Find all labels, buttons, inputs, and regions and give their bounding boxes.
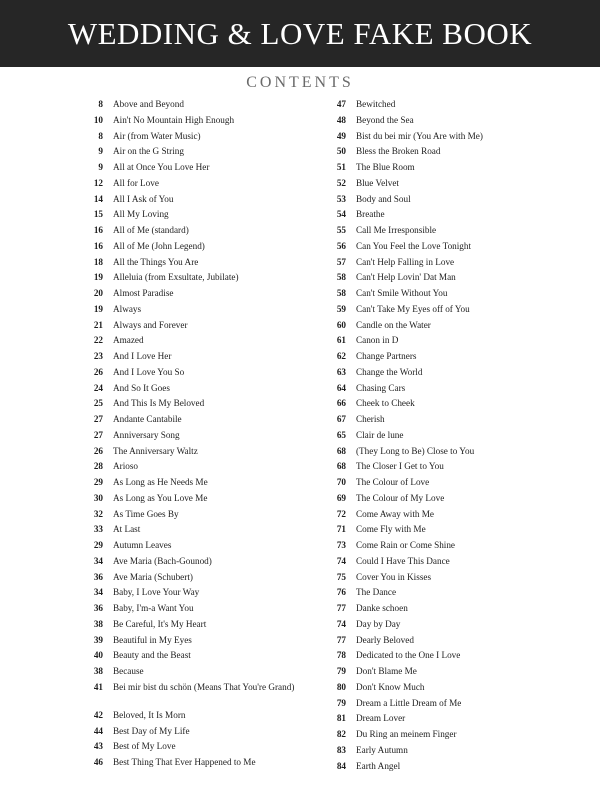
page-number: 26 <box>93 445 103 456</box>
page-number: 34 <box>93 555 103 566</box>
contents-entry[interactable] <box>328 397 588 413</box>
song-title: Dedicated to the One I Love <box>356 650 461 661</box>
song-title: Dearly Beloved <box>356 634 414 645</box>
song-title: Breathe <box>356 209 385 220</box>
song-title: The Colour of My Love <box>356 492 445 503</box>
song-title: Bless the Broken Road <box>356 146 441 157</box>
page-number: 52 <box>336 177 346 188</box>
contents-entry[interactable] <box>85 602 325 618</box>
contents-entry[interactable] <box>328 697 588 713</box>
page-number: 74 <box>336 618 346 629</box>
page-number: 65 <box>336 429 346 440</box>
song-title: Because <box>113 666 144 676</box>
page-number: 83 <box>336 744 346 755</box>
song-title: The Blue Room <box>356 162 415 172</box>
page-number: 25 <box>93 398 103 409</box>
song-title: And This Is My Beloved <box>113 398 205 409</box>
page-number: 16 <box>93 225 103 235</box>
contents-entry[interactable] <box>328 98 588 114</box>
contents-entry[interactable] <box>85 476 325 492</box>
contents-entry[interactable] <box>85 240 325 256</box>
page-number: 24 <box>93 382 103 393</box>
song-title: Danke schoen <box>356 603 408 613</box>
page-number: 72 <box>336 508 346 519</box>
song-title: Come Fly with Me <box>356 524 426 535</box>
page-number: 38 <box>93 618 103 629</box>
page-number: 12 <box>93 177 103 188</box>
contents-entry[interactable] <box>85 508 325 524</box>
contents-entry[interactable] <box>328 586 588 602</box>
contents-entry[interactable] <box>85 271 325 287</box>
song-title: Beautiful in My Eyes <box>113 634 192 645</box>
song-title: Baby, I Love Your Way <box>113 587 200 598</box>
song-title: Beyond the Sea <box>356 114 414 125</box>
contents-left-column <box>85 98 325 772</box>
page-number: 9 <box>98 146 103 157</box>
contents-entry[interactable] <box>85 709 325 725</box>
page-number: 47 <box>336 99 346 109</box>
song-title: Dream Lover <box>356 713 406 724</box>
contents-entry[interactable] <box>85 114 325 130</box>
page-number: 16 <box>93 240 103 251</box>
contents-entry[interactable] <box>328 618 588 634</box>
song-title: Could I Have This Dance <box>356 555 450 566</box>
page-number: 64 <box>336 382 346 393</box>
song-title: Don't Know Much <box>356 681 425 692</box>
page-number: 27 <box>93 429 103 440</box>
page-number: 71 <box>336 524 346 535</box>
page-number: 33 <box>93 524 103 535</box>
song-title: And I Love Her <box>113 351 172 361</box>
page-number: 53 <box>336 193 346 204</box>
page-number: 48 <box>336 114 346 125</box>
contents-entry[interactable] <box>328 523 588 539</box>
song-title: Can't Smile Without You <box>356 288 448 298</box>
contents-entry[interactable] <box>328 539 588 555</box>
song-title: And So It Goes <box>113 382 170 393</box>
book-title: WEDDING & LOVE FAKE BOOK <box>67 15 533 51</box>
contents-entry[interactable] <box>85 539 325 555</box>
page-number: 41 <box>93 681 103 692</box>
contents-entry[interactable] <box>328 460 588 476</box>
song-title: Day by Day <box>356 618 401 629</box>
contents-entry[interactable] <box>328 130 588 146</box>
song-title: Canon in D <box>356 335 399 346</box>
song-title: As Time Goes By <box>113 508 179 519</box>
contents-entry[interactable] <box>328 224 588 240</box>
song-title: Can't Help Lovin' Dat Man <box>356 272 456 283</box>
page-number: 46 <box>93 757 103 767</box>
contents-entry[interactable] <box>328 208 588 224</box>
page-number: 63 <box>336 366 346 377</box>
contents-entry[interactable] <box>85 523 325 539</box>
song-title: Arioso <box>113 461 139 472</box>
song-title: Autumn Leaves <box>113 540 172 550</box>
page-number: 50 <box>336 146 346 157</box>
contents-entry[interactable] <box>85 571 325 587</box>
song-title: All My Loving <box>113 209 169 220</box>
page-number: 67 <box>336 414 346 424</box>
contents-entry[interactable] <box>328 350 588 366</box>
contents-entry[interactable] <box>85 366 325 382</box>
contents-entry[interactable] <box>328 555 588 571</box>
contents-entry[interactable] <box>85 740 325 756</box>
song-title: Du Ring an meinem Finger <box>356 729 457 739</box>
contents-entry[interactable] <box>85 413 325 429</box>
page-number: 55 <box>336 225 346 235</box>
song-title: Earth Angel <box>356 760 401 771</box>
song-title: Candle on the Water <box>356 319 431 330</box>
song-title: Best Day of My Life <box>113 725 190 736</box>
song-title: Don't Blame Me <box>356 666 417 676</box>
song-title: Always <box>113 303 142 314</box>
contents-entry[interactable] <box>85 161 325 177</box>
song-title: Cheek to Cheek <box>356 398 415 409</box>
page-number: 42 <box>93 709 103 720</box>
page-number: 56 <box>336 240 346 251</box>
song-title: The Colour of Love <box>356 477 430 487</box>
page-number: 43 <box>93 741 103 752</box>
page-number: 66 <box>336 398 346 409</box>
page-number: 39 <box>93 634 103 645</box>
song-title: The Anniversary Waltz <box>113 445 198 456</box>
page-number: 51 <box>336 162 346 172</box>
page-number: 73 <box>336 540 346 550</box>
page-number: 26 <box>93 366 103 377</box>
page-number: 84 <box>336 760 346 771</box>
song-title: Change the World <box>356 366 423 377</box>
song-title: Chasing Cars <box>356 382 406 393</box>
page-number: 80 <box>336 681 346 692</box>
song-title: Change Partners <box>356 351 417 361</box>
song-title: Can You Feel the Love Tonight <box>356 240 472 251</box>
page-number: 29 <box>93 540 103 550</box>
contents-entry[interactable] <box>85 382 325 398</box>
song-title: (They Long to Be) Close to You <box>356 445 475 456</box>
contents-entry[interactable] <box>85 130 325 146</box>
contents-entry[interactable] <box>85 460 325 476</box>
contents-entry[interactable] <box>328 492 588 508</box>
page-number: 27 <box>93 414 103 424</box>
song-title: Amazed <box>113 335 144 346</box>
contents-entry[interactable] <box>328 744 588 760</box>
song-title: Baby, I'm-a Want You <box>113 603 194 613</box>
page-number: 30 <box>93 492 103 503</box>
contents-entry[interactable] <box>328 161 588 177</box>
contents-entry[interactable] <box>328 712 588 728</box>
song-title: Best Thing That Ever Happened to Me <box>113 757 256 767</box>
contents-entry[interactable] <box>328 303 588 319</box>
contents-entry[interactable] <box>85 145 325 161</box>
song-title: And I Love You So <box>113 366 185 377</box>
song-title: As Long as You Love Me <box>113 492 208 503</box>
song-title: Can't Take My Eyes off of You <box>356 303 470 314</box>
page-number: 49 <box>336 130 346 141</box>
song-title: Alleluia (from Exsultate, Jubilate) <box>113 272 239 283</box>
song-title: Always and Forever <box>113 319 188 330</box>
contents-entry[interactable] <box>85 492 325 508</box>
song-title: Cherish <box>356 414 385 424</box>
page-number: 28 <box>93 461 103 472</box>
page-number: 19 <box>93 272 103 283</box>
contents-entry[interactable] <box>328 760 588 776</box>
contents-entry[interactable] <box>85 256 325 272</box>
page-number: 68 <box>336 445 346 456</box>
page-number: 8 <box>98 130 103 141</box>
contents-entry[interactable] <box>328 571 588 587</box>
contents-entry[interactable] <box>85 224 325 240</box>
page-number: 40 <box>93 650 103 661</box>
contents-entry[interactable] <box>328 665 588 681</box>
contents-entry[interactable] <box>85 208 325 224</box>
page-number: 32 <box>93 508 103 519</box>
song-title: Call Me Irresponsible <box>356 225 437 235</box>
page-number: 8 <box>98 99 103 109</box>
song-title: Almost Paradise <box>113 288 174 298</box>
page-number: 60 <box>336 319 346 330</box>
page-number: 44 <box>93 725 103 736</box>
contents-entry[interactable] <box>328 145 588 161</box>
contents-entry[interactable] <box>85 665 325 681</box>
contents-entry[interactable] <box>328 287 588 303</box>
contents-right-column <box>328 98 588 775</box>
contents-entry[interactable] <box>85 618 325 634</box>
contents-entry[interactable] <box>328 366 588 382</box>
song-title: Anniversary Song <box>113 429 180 440</box>
song-title: All the Things You Are <box>113 256 199 267</box>
contents-entry[interactable] <box>328 319 588 335</box>
page-number: 82 <box>336 729 346 739</box>
song-title: All of Me (standard) <box>113 225 189 235</box>
song-title: All I Ask of You <box>113 193 174 204</box>
page-number: 34 <box>93 587 103 598</box>
contents-entry[interactable] <box>328 445 588 461</box>
page-number: 69 <box>336 492 346 503</box>
contents-entry[interactable] <box>85 193 325 209</box>
contents-entry[interactable] <box>85 756 325 772</box>
page-number: 77 <box>336 634 346 645</box>
song-title: All of Me (John Legend) <box>113 240 205 251</box>
song-title: Air (from Water Music) <box>113 130 201 141</box>
song-title: Bei mir bist du schön (Means That You're Grand) <box>113 681 295 692</box>
song-title: Andante Cantabile <box>113 414 182 424</box>
contents-entry[interactable] <box>85 445 325 461</box>
page-number: 58 <box>336 288 346 298</box>
page-number: 59 <box>336 303 346 314</box>
page-number: 79 <box>336 666 346 676</box>
song-title: Ain't No Mountain High Enough <box>113 114 235 125</box>
book-title-banner <box>0 0 600 67</box>
page-number: 76 <box>336 587 346 598</box>
page-number: 23 <box>93 351 103 361</box>
contents-entry[interactable] <box>85 319 325 335</box>
page-number: 38 <box>93 666 103 676</box>
song-title: All at Once You Love Her <box>113 162 210 172</box>
song-title: Early Autumn <box>356 744 408 755</box>
song-title: As Long as He Needs Me <box>113 477 208 487</box>
song-title: Come Rain or Come Shine <box>356 540 456 550</box>
page-number: 81 <box>336 713 346 724</box>
song-title: Come Away with Me <box>356 508 435 519</box>
song-title: Beloved, It Is Morn <box>113 709 186 720</box>
contents-entry[interactable] <box>85 303 325 319</box>
song-title: The Dance <box>356 587 397 598</box>
page-number: 18 <box>93 256 103 267</box>
contents-entry[interactable] <box>328 728 588 744</box>
page-number: 77 <box>336 603 346 613</box>
page-number: 9 <box>98 162 103 172</box>
contents-entry[interactable] <box>85 287 325 303</box>
page-number: 74 <box>336 555 346 566</box>
contents-entry[interactable] <box>328 649 588 665</box>
song-title: Dream a Little Dream of Me <box>356 697 462 708</box>
contents-heading: CONTENTS <box>246 74 354 91</box>
song-title: Cover You in Kisses <box>356 571 432 582</box>
contents-entry[interactable] <box>328 114 588 130</box>
contents-entry[interactable] <box>328 256 588 272</box>
contents-entry[interactable] <box>328 476 588 492</box>
contents-entry[interactable] <box>85 397 325 413</box>
page-number: 29 <box>93 477 103 487</box>
page-number: 78 <box>336 650 346 661</box>
song-title: Can't Help Falling in Love <box>356 256 455 267</box>
page-number: 19 <box>93 303 103 314</box>
song-title: Ave Maria (Schubert) <box>113 571 193 582</box>
page-number: 58 <box>336 272 346 283</box>
contents-entry[interactable] <box>328 508 588 524</box>
contents-entry[interactable] <box>328 193 588 209</box>
song-title: Bewitched <box>356 99 396 109</box>
page-number: 57 <box>336 256 346 267</box>
song-title: Beauty and the Beast <box>113 650 191 661</box>
contents-entry[interactable] <box>85 725 325 741</box>
contents-entry[interactable] <box>328 382 588 398</box>
contents-entry[interactable] <box>328 634 588 650</box>
song-title: Be Careful, It's My Heart <box>113 618 207 629</box>
contents-entry[interactable] <box>85 177 325 193</box>
page-number: 54 <box>336 209 346 220</box>
contents-entry[interactable] <box>328 429 588 445</box>
contents-entry[interactable] <box>328 681 588 697</box>
page-number: 61 <box>336 335 346 346</box>
contents-entry[interactable] <box>85 649 325 665</box>
page-number: 75 <box>336 571 346 582</box>
page-number: 10 <box>93 114 103 125</box>
contents-entry[interactable] <box>85 555 325 571</box>
page-number: 14 <box>93 193 103 204</box>
contents-entry[interactable] <box>85 634 325 650</box>
contents-entry[interactable] <box>328 334 588 350</box>
contents-entry[interactable] <box>328 240 588 256</box>
song-title: Above and Beyond <box>113 99 184 109</box>
page-number: 79 <box>336 697 346 708</box>
page-number: 36 <box>93 603 103 613</box>
contents-entry[interactable] <box>328 413 588 429</box>
contents-entry[interactable] <box>85 586 325 602</box>
song-title: Blue Velvet <box>356 177 399 188</box>
song-title: Air on the G String <box>113 146 184 157</box>
page-number: 36 <box>93 571 103 582</box>
contents-entry[interactable] <box>85 429 325 445</box>
song-title: Body and Soul <box>356 193 411 204</box>
page-number: 20 <box>93 288 103 298</box>
song-title: Bist du bei mir (You Are with Me) <box>356 130 483 141</box>
song-title: All for Love <box>113 177 159 188</box>
page-number: 62 <box>336 351 346 361</box>
page-number: 70 <box>336 477 346 487</box>
page-number: 68 <box>336 461 346 472</box>
contents-entry[interactable] <box>85 681 325 709</box>
contents-entry[interactable] <box>328 177 588 193</box>
song-title: Best of My Love <box>113 741 176 752</box>
page-number: 15 <box>93 209 103 220</box>
page-number: 21 <box>93 319 103 330</box>
contents-entry[interactable] <box>85 350 325 366</box>
song-title: At Last <box>113 524 141 535</box>
contents-entry[interactable] <box>85 98 325 114</box>
page-number: 22 <box>93 335 103 346</box>
song-title: Clair de lune <box>356 429 404 440</box>
contents-entry[interactable] <box>85 334 325 350</box>
song-title: The Closer I Get to You <box>356 461 444 472</box>
song-title: Ave Maria (Bach-Gounod) <box>113 555 212 566</box>
contents-entry[interactable] <box>328 602 588 618</box>
contents-entry[interactable] <box>328 271 588 287</box>
